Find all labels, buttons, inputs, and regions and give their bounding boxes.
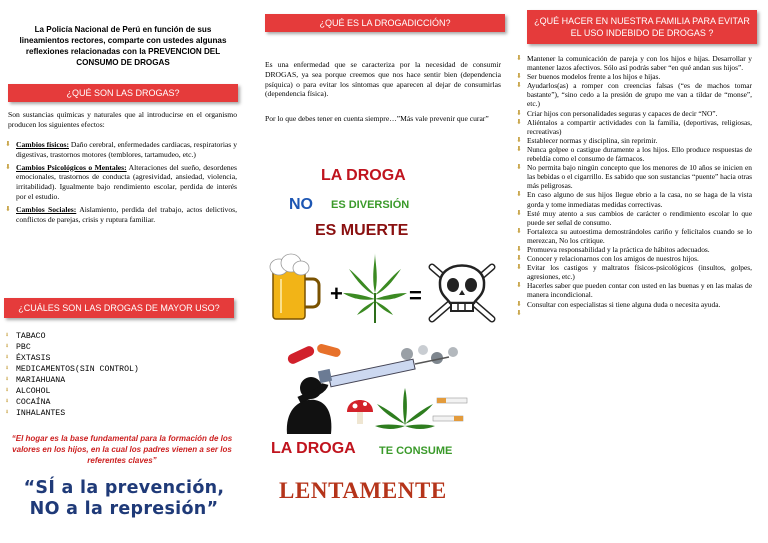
section-title-que-hacer-familia: ¿QUÉ HACER EN NUESTRA FAMILIA PARA EVITAR EL USO INDEBIDO DE DROGAS ? [527, 10, 757, 44]
drogadiccion-text: Es una enfermedad que se caracteriza por la necesidad de consumir DROGAS, ya sea porque creemos que nos hace sentir bien (dependencia psíquica) o para evitar los síntomas que aparecen al dejar de consumirlas (dependencia física). [265, 60, 501, 99]
la-droga-footer: LA DROGA [271, 440, 356, 457]
drugs-collage-illustration [277, 340, 473, 434]
advice-item: ⬇ Evitar los castigos y maltratos físicos-psicológicos (insultos, golpes, agresiones, etc.) [515, 263, 752, 281]
drugs-list [4, 331, 234, 419]
family-advice-list [515, 54, 752, 309]
svg-text:=: = [409, 283, 422, 308]
advice-item: ⬇ Nunca golpee o castigue duramente a los hijos. Ello produce respuestas de rebeldía como el consumo de fármacos. [515, 145, 752, 163]
column-middle [257, 0, 509, 543]
skull-crossbones-icon [432, 266, 492, 320]
advice-item: ⬇ Mantener la comunicación de pareja y con los hijos e hijas. Desarrollar y mantener lazos afectivos. Sólo así podrás saber “en qué andan sus hijos”. [515, 54, 752, 72]
drug-item: ⬇ ALCOHOL [4, 386, 234, 397]
column-right [515, 0, 768, 543]
la-droga-heading: LA DROGA [321, 167, 406, 184]
svg-text:+: + [330, 281, 343, 306]
column-left [0, 0, 247, 543]
beer-mug-icon [270, 254, 319, 319]
drug-item: ⬇ MEDICAMENTOS(SIN CONTROL) [4, 364, 234, 375]
es-muerte-text: ES MUERTE [315, 222, 409, 239]
section-title-drogas-mayor-uso: ¿CUÁLES SON LAS DROGAS DE MAYOR USO? [4, 298, 234, 318]
advice-item: ⬇ Hacerles saber que pueden contar con usted en las buenas y en las malas de manera incondicional. [515, 281, 752, 299]
drug-item: ⬇ INHALANTES [4, 408, 234, 419]
advice-item: ⬇ Establecer normas y disciplina, sin reprimir. [515, 136, 752, 145]
advice-item: ⬇ Promueva responsabilidad y la práctica de hábitos adecuados. [515, 245, 752, 254]
intro-text: La Policía Nacional de Perú en función de sus lineamientos rectores, comparte con ustedes algunas reflexiones relacionadas con la PREVENCION DEL CONSUMO DE DROGAS [19, 25, 227, 67]
te-consume-text: TE CONSUME [379, 445, 453, 457]
advice-item: ⬇ Aliéntalos a compartir actividades con la familia, (deportivas, religiosas, recreativas) [515, 118, 752, 136]
effect-item: ⬇ Cambios Sociales: Aislamiento, perdida del trabajo, actos delictivos, conflictos de parejas, crisis y ruptura familiar. [4, 205, 237, 225]
effect-item: ⬇ Cambios físicos: Daño cerebral, enfermedades cardiacas, respiratorias y digestivas, trastornos motores (temblores, tartamudeo, etc.) [4, 140, 237, 160]
drug-item: ⬇ PBC [4, 342, 234, 353]
section-title-drogadiccion: ¿QUÉ ES LA DROGADICCIÓN? [265, 14, 505, 32]
marijuana-leaf-icon [343, 253, 407, 323]
advice-item: ⬇ Ser buenos modelos frente a los hijos e hijas. [515, 72, 752, 81]
advice-item: ⬇ Ayudarlos(as) a romper con creencias falsas (“es de machos tomar bastante”), “sino cedo a la presión de grupo me van a tildar de “monse”, etc.) [515, 81, 752, 108]
slogan: “SÍ a la prevención, NO a la represión” [23, 478, 225, 519]
advice-item: ⬇ Esté muy atento a sus cambios de carácter o rendimiento escolar lo que puede ser señal de consumo. [515, 209, 752, 227]
lentamente-text: LENTAMENTE [279, 478, 447, 503]
advice-item: ⬇ Fortalezca su autoestima demostrándoles cariño y felicítalos cuando se lo merezcan, No los critique. [515, 227, 752, 245]
beer-plus-marijuana-equals-skull-illustration [267, 245, 499, 333]
drug-item: ⬇ ÉXTASIS [4, 353, 234, 364]
section-title-que-son-drogas: ¿QUÉ SON LAS DROGAS? [8, 84, 238, 102]
effect-item: ⬇ Cambios Psicológicos o Mentales: Alteraciones del sueño, desordenes emocionales, trastornos de conducta (agresividad, ansiedad, violencia, irritabilidad). Igualmente bajo rendimiento escolar, perdida de interés por el estudio. [4, 163, 237, 202]
section1-text: Son sustancias químicas y naturales que al introducirse en el organismo producen los siguientes efectos: [8, 110, 237, 129]
drug-item: ⬇ COCAÍNA [4, 397, 234, 408]
advice-item: ⬇ Criar hijos con personalidades seguras y capaces de decir “NO”. [515, 109, 752, 118]
prevention-text: Por lo que debes tener en cuenta siempre…”Más vale prevenir que curar” [265, 114, 489, 123]
es-diversion-text: ES DIVERSIÓN [331, 199, 410, 211]
advice-item: ⬇ Consultar con especialistas si tiene alguna duda o necesita ayuda. [515, 300, 752, 309]
advice-item: ⬇ En caso alguno de sus hijos llegue ebrio a la casa, no se haga de la vista gorda y tome inmediatas medidas correctivas. [515, 190, 752, 208]
advice-item: ⬇ Conocer y relacionarnos con los amigos de nuestros hijos. [515, 254, 752, 263]
advice-item: ⬇ No permita bajo ningún concepto que los menores de 10 años se inicien en las bebidas o el cigarrillo. Es sabido que son sustancias “puente” hacia otras más peligrosas. [515, 163, 752, 190]
no-text: NO [289, 196, 313, 213]
effects-list [4, 140, 237, 224]
drug-item: ⬇ TABACO [4, 331, 234, 342]
drug-item: ⬇ MARIAHUANA [4, 375, 234, 386]
home-quote: “El hogar es la base fundamental para la formación de los valores en los hijos, en la cual los padres vienen a ser los referentes claves” [11, 434, 233, 465]
